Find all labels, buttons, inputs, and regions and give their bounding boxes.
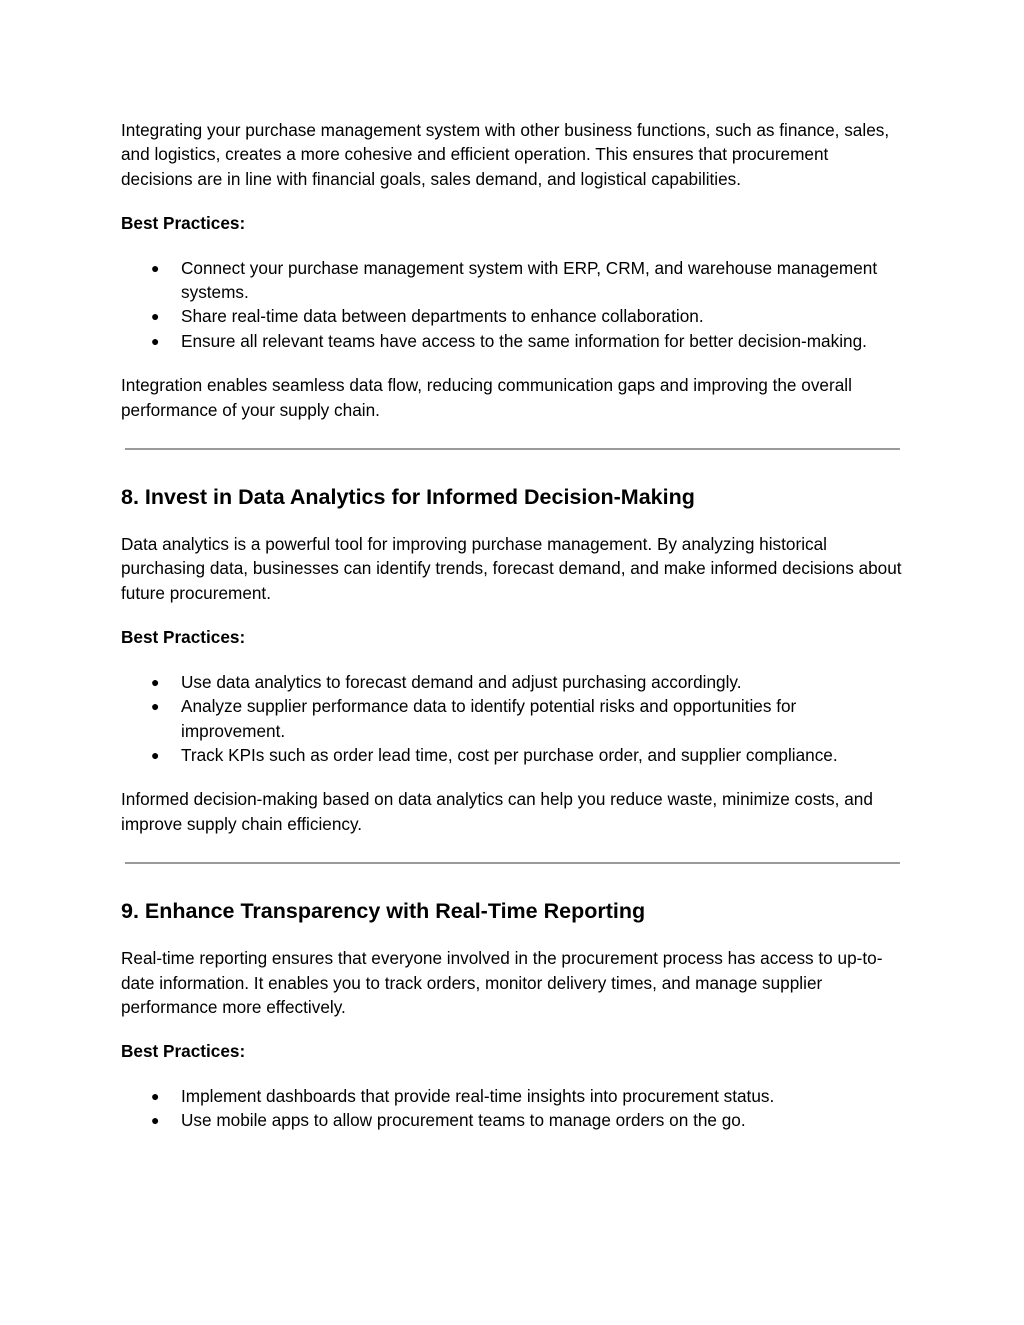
list-item-text: Share real-time data between departments to enhance collaboration. [181,306,704,327]
section-8-bullet-list [121,670,904,768]
section-7-outro: Integration enables seamless data flow, reducing communication gaps and improving the overall performance of your supply chain. [121,375,852,420]
bullet-icon: ● [151,746,160,763]
section-7-best-practices-label: Best Practices: [121,213,246,234]
list-item-text: Use data analytics to forecast demand and adjust purchasing accordingly. [181,671,742,692]
list-item [121,1108,904,1132]
bullet-icon: ● [151,332,160,349]
list-item-text: Analyze supplier performance data to identify potential risks and opportunities for improvement. [181,696,797,741]
section-8-heading: 8. Invest in Data Analytics for Informed Decision-Making [121,485,695,510]
section-7-intro: Integrating your purchase management system with other business functions, such as finance, sales, and logistics, creates a more cohesive and efficient operation. This ensures that procurement decisions are in line with financial goals, sales demand, and logistical capabilities. [121,120,890,189]
horizontal-divider [125,448,900,450]
bullet-icon: ● [151,259,160,276]
list-item [121,1084,904,1108]
bullet-icon: ● [151,308,160,325]
divider-wrap [121,422,904,482]
bullet-icon: ● [151,1112,160,1129]
list-item-text: Ensure all relevant teams have access to the same information for better decision-making. [181,330,867,351]
section-9-bullet-list [121,1084,904,1133]
list-item-text: Use mobile apps to allow procurement teams to manage orders on the go. [181,1110,746,1131]
section-8-best-practices-label: Best Practices: [121,627,246,648]
horizontal-divider [125,862,900,864]
section-8-outro: Informed decision-making based on data analytics can help you reduce waste, minimize costs, and improve supply chain efficiency. [121,789,873,834]
section-real-time-reporting [121,896,904,1132]
list-item [121,694,904,743]
section-9-best-practices-label: Best Practices: [121,1041,246,1062]
section-7-bullet-list [121,256,904,354]
divider-wrap [121,836,904,896]
list-item-text: Implement dashboards that provide real-time insights into procurement status. [181,1085,775,1106]
section-8-intro: Data analytics is a powerful tool for improving purchase management. By analyzing historical purchasing data, businesses can identify trends, forecast demand, and make informed decisions about future procurement. [121,534,902,603]
list-item-text: Connect your purchase management system with ERP, CRM, and warehouse management systems. [181,257,878,303]
list-item [121,743,904,767]
section-9-intro: Real-time reporting ensures that everyone involved in the procurement process has access to up-to-date information. It enables you to track orders, monitor delivery times, and manage supplier performance more effectively. [121,948,883,1017]
section-data-analytics [121,482,904,836]
list-item [121,304,904,328]
list-item [121,329,904,353]
list-item [121,670,904,694]
bullet-icon: ● [151,698,160,715]
list-item-text: Track KPIs such as order lead time, cost per purchase order, and supplier compliance. [181,744,838,765]
section-9-heading: 9. Enhance Transparency with Real-Time Reporting [121,899,646,924]
section-integration [121,118,904,422]
bullet-icon: ● [151,1087,160,1104]
bullet-icon: ● [151,673,160,690]
list-item [121,256,904,305]
